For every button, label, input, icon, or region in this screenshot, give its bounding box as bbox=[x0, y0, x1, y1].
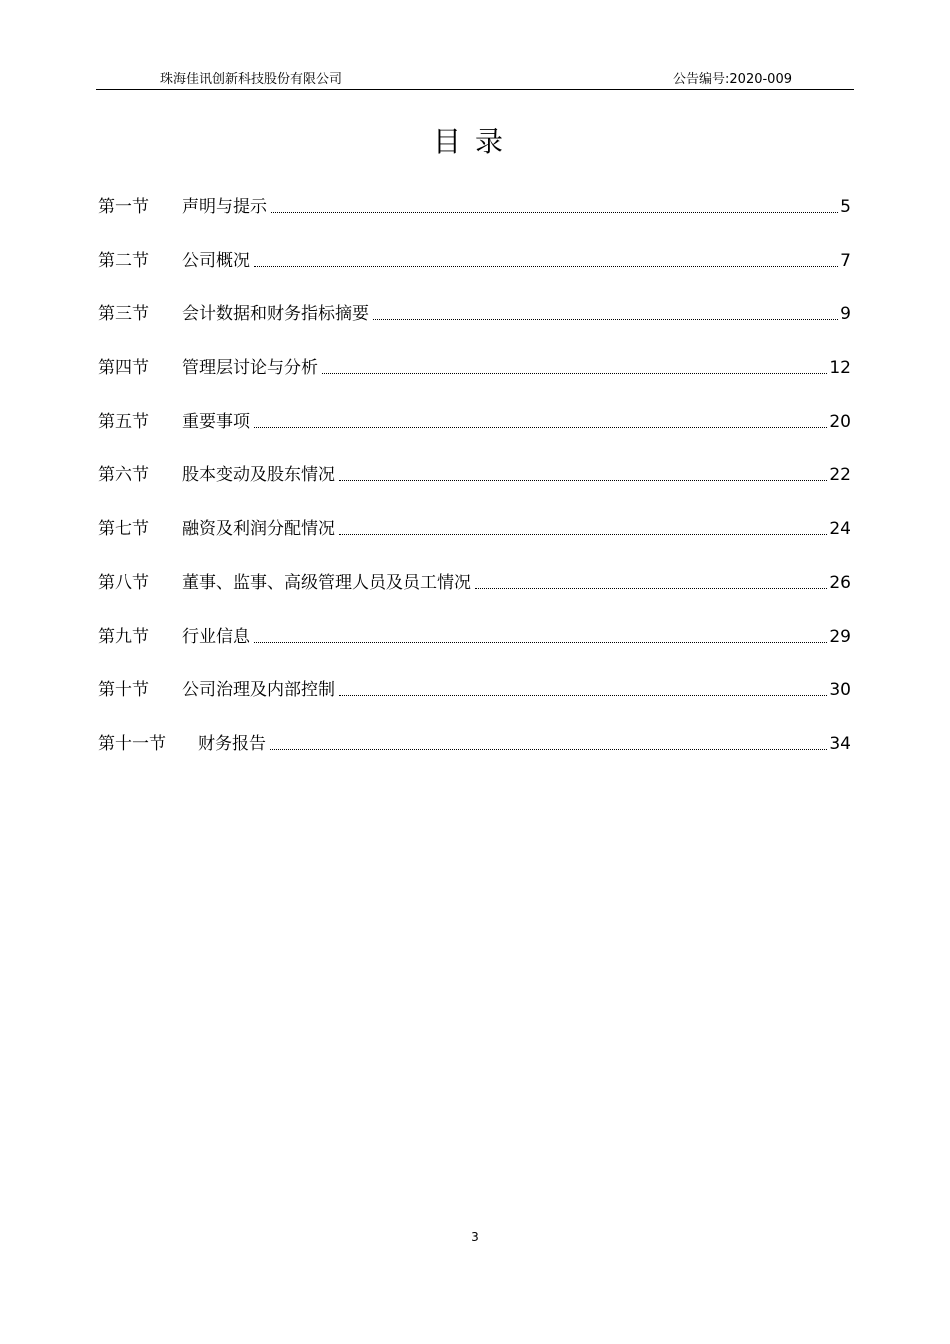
toc-section-number: 第三节 bbox=[98, 304, 149, 325]
toc-leader-dots bbox=[270, 730, 827, 750]
toc-section-number: 第八节 bbox=[98, 572, 149, 593]
header-company-name: 珠海佳讯创新科技股份有限公司 bbox=[160, 72, 343, 87]
toc-section-number: 第五节 bbox=[98, 411, 149, 432]
toc-entry[interactable] bbox=[98, 300, 851, 354]
toc-title: 目录 bbox=[432, 125, 517, 158]
toc-section-title: 公司治理及内部控制 bbox=[182, 680, 335, 701]
toc-leader-dots bbox=[339, 676, 827, 696]
toc-section-title: 声明与提示 bbox=[182, 197, 267, 217]
toc-section-title: 会计数据和财务指标摘要 bbox=[182, 304, 369, 325]
toc-page-number: 26 bbox=[829, 572, 851, 593]
toc-section-title: 融资及利润分配情况 bbox=[182, 519, 335, 540]
toc-page-number: 24 bbox=[829, 519, 851, 540]
toc-leader-dots bbox=[373, 300, 838, 320]
toc-entry[interactable] bbox=[98, 247, 851, 301]
toc-section-title: 管理层讨论与分析 bbox=[182, 358, 318, 379]
toc-entry[interactable] bbox=[98, 676, 851, 730]
toc-section-title: 行业信息 bbox=[182, 626, 250, 647]
toc-section-title: 公司概况 bbox=[182, 250, 250, 271]
toc-page-number: 22 bbox=[829, 465, 851, 486]
table-of-contents bbox=[98, 193, 851, 784]
toc-leader-dots bbox=[254, 623, 827, 643]
toc-page-number: 7 bbox=[840, 250, 851, 271]
toc-section-title: 重要事项 bbox=[182, 411, 250, 432]
toc-leader-dots bbox=[254, 247, 838, 267]
toc-section-number: 第十一节 bbox=[98, 733, 166, 754]
toc-leader-dots bbox=[322, 354, 827, 374]
toc-page-number: 5 bbox=[840, 197, 851, 217]
toc-page-number: 29 bbox=[829, 626, 851, 647]
toc-leader-dots bbox=[271, 193, 838, 213]
toc-page-number: 34 bbox=[829, 733, 851, 754]
toc-section-number: 第九节 bbox=[98, 626, 149, 647]
toc-section-title: 董事、监事、高级管理人员及员工情况 bbox=[182, 572, 471, 593]
toc-leader-dots bbox=[254, 408, 827, 428]
toc-entry[interactable] bbox=[98, 354, 851, 408]
toc-leader-dots bbox=[339, 515, 827, 535]
page-header bbox=[96, 66, 854, 90]
toc-page-number: 30 bbox=[829, 680, 851, 701]
toc-section-title: 财务报告 bbox=[198, 733, 266, 754]
toc-page-number: 20 bbox=[829, 411, 851, 432]
header-announcement-code: 公告编号:2020-009 bbox=[673, 72, 792, 87]
toc-section-title: 股本变动及股东情况 bbox=[182, 465, 335, 486]
toc-section-number: 第二节 bbox=[98, 250, 149, 271]
toc-section-number: 第一节 bbox=[98, 197, 149, 217]
toc-entry[interactable] bbox=[98, 461, 851, 515]
toc-entry[interactable] bbox=[98, 193, 851, 247]
toc-leader-dots bbox=[339, 461, 827, 481]
toc-leader-dots bbox=[475, 569, 827, 589]
toc-entry[interactable] bbox=[98, 623, 851, 677]
toc-page-number: 12 bbox=[829, 358, 851, 379]
toc-entry[interactable] bbox=[98, 730, 851, 784]
toc-entry[interactable] bbox=[98, 515, 851, 569]
toc-entry[interactable] bbox=[98, 408, 851, 462]
toc-section-number: 第六节 bbox=[98, 465, 149, 486]
toc-entry[interactable] bbox=[98, 569, 851, 623]
toc-page-number: 9 bbox=[840, 304, 851, 325]
page-number: 3 bbox=[471, 1230, 479, 1244]
toc-section-number: 第四节 bbox=[98, 358, 149, 379]
toc-section-number: 第七节 bbox=[98, 519, 149, 540]
toc-section-number: 第十节 bbox=[98, 680, 149, 701]
